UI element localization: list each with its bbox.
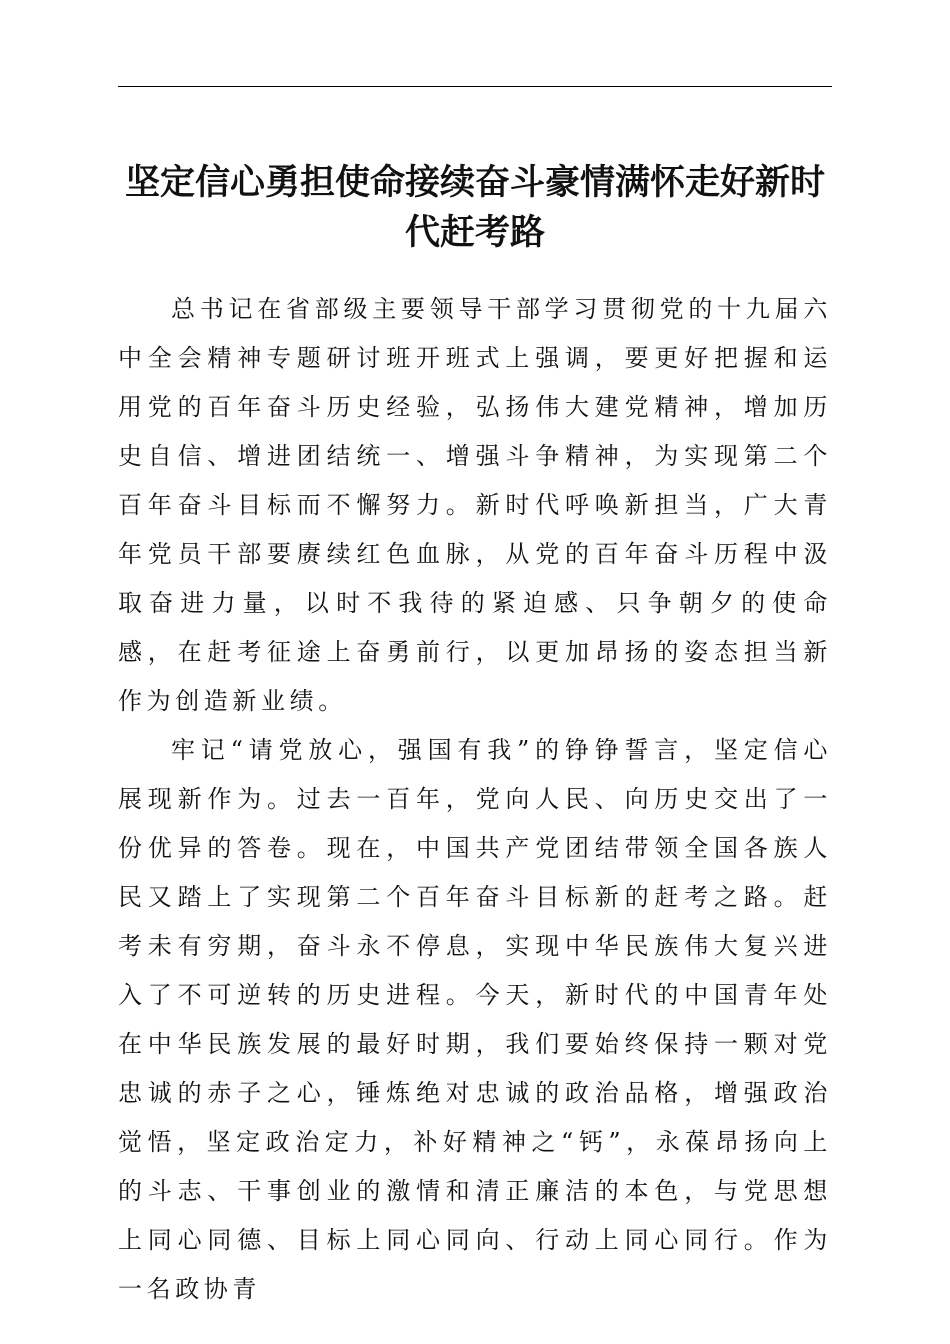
header-rule (118, 86, 832, 87)
paragraph-1: 总书记在省部级主要领导干部学习贯彻党的十九届六中全会精神专题研讨班开班式上强调，要更好把握和运用党的百年奋斗历史经验，弘扬伟大建党精神，增加历史自信、增进团结统一、增强斗争精神，为实现第二个百年奋斗目标而不懈努力。新时代呼唤新担当，广大青年党员干部要赓续红色血脉，从党的百年奋斗历程中汲取奋进力量，以时不我待的紧迫感、只争朝夕的使命感，在赶考征途上奋勇前行，以更加昂扬的姿态担当新作为创造新业绩。 (118, 295, 832, 715)
document-body (118, 285, 832, 1314)
paragraph-2: 牢记“请党放心，强国有我”的铮铮誓言，坚定信心展现新作为。过去一百年，党向人民、向历史交出了一份优异的答卷。现在，中国共产党团结带领全国各族人民又踏上了实现第二个百年奋斗目标新的赶考之路。赶考未有穷期，奋斗永不停息，实现中华民族伟大复兴进入了不可逆转的历史进程。今天，新时代的中国青年处在中华民族发展的最好时期，我们要始终保持一颗对党忠诚的赤子之心，锤炼绝对忠诚的政治品格，增强政治觉悟，坚定政治定力，补好精神之“钙”，永葆昂扬向上的斗志、干事创业的激情和清正廉洁的本色，与党思想上同心同德、目标上同心同向、行动上同心同行。作为一名政协青 (118, 736, 832, 1303)
document-title: 坚定信心勇担使命接续奋斗豪情满怀走好新时代赶考路 (124, 163, 825, 253)
